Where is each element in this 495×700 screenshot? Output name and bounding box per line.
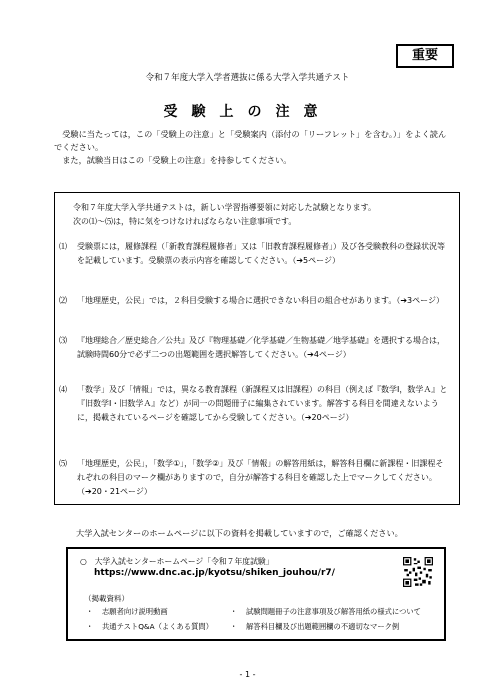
resource-item-mark-examples[interactable] [230, 622, 399, 632]
intro-paragraph-2: また，試験当日はこの「受験上の注意」を持参してください。 [62, 155, 292, 165]
website-url-link[interactable]: https://www.dnc.ac.jp/kyotsu/shiken_jouhou/r7/ [94, 568, 335, 578]
item-number: ⑵ [59, 296, 67, 305]
notice-item-1 [55, 240, 451, 282]
website-announcement: 大学入試センターのホームページに以下の資料を掲載していますので，ご確認ください。 [76, 528, 403, 538]
item-text: 「地理歴史，公民」，「数学①」，「数学②」及び「情報」の解答用紙は，解答科目欄に新課程・旧課程それぞれの科目のマーク欄がありますので，自分が解答する科目を確認した上でマークしてください。（➔20・21ページ） [77, 459, 444, 496]
resources-box [66, 547, 446, 641]
intro-paragraph-1: 受験に当たっては，この「受験上の注意」と「受験案内（添付の「リーフレット」を含む。）」をよく読んでください。 [54, 129, 447, 152]
item-number: ⑸ [59, 459, 67, 468]
resource-label: 解答科目欄及び出題範囲欄の不適切なマーク例 [246, 622, 400, 631]
resource-label: 試験問題冊子の注意事項及び解答用紙の様式について [246, 607, 421, 616]
notice-item-4 [55, 383, 451, 439]
resource-item-answer-sheet[interactable] [230, 607, 421, 617]
resource-item-video[interactable] [86, 607, 168, 617]
bullet: ・ [230, 622, 238, 631]
important-badge: 重要 [396, 44, 454, 68]
notice-item-3 [55, 334, 451, 376]
bullet: ・ [230, 607, 238, 616]
notice-item-5 [55, 457, 451, 499]
notice-lead-1: 令和７年度大学入学共通テストは，新しい学習指導要領に対応した試験となります。 [73, 203, 377, 212]
item-text: 「地理歴史，公民」では，２科目受験する場合に選択できない科目の組合せがあります。（➔3ページ） [77, 296, 444, 305]
notice-box [54, 192, 460, 505]
qr-code-icon [403, 557, 433, 587]
notice-lead [65, 201, 451, 228]
website-heading: ○ 大学入試センターホームページ「令和７年度試験」 [80, 557, 274, 566]
document-subtitle: 令和７年度大学入学者選抜に係る大学入学共通テスト [145, 73, 350, 83]
resource-item-faq[interactable] [86, 622, 213, 632]
item-text: 「数学」及び「情報」では，異なる教育課程（新課程又は旧課程）の科目（例えば『数学Ⅰ，数学Ａ』と『旧数学Ⅰ・旧数学Ａ』など）が同一の問題冊子に編集されています。解答する科目を間違えないように，掲載されているページを確認してから受験してください。（➔20ページ） [77, 385, 448, 422]
bullet: ・ [86, 607, 94, 616]
item-number: ⑴ [59, 242, 67, 251]
resource-label: 共通テストQ&A（よくある質問） [102, 622, 213, 631]
resource-label: 志願者向け説明動画 [102, 607, 168, 616]
item-number: ⑷ [59, 385, 67, 394]
item-text: 『地理総合／歴史総合／公共』及び『物理基礎／化学基礎／生物基礎／地学基礎』を選択する場合は，試験時間60分で必ず二つの出題範囲を選択解答してください。（➔4ページ） [77, 336, 445, 359]
notice-item-2 [55, 294, 451, 322]
materials-label: （掲載資料） [84, 594, 129, 603]
page-number: - 1 - [239, 670, 256, 679]
intro-section [54, 128, 454, 167]
item-text: 受験票には，履修課程（「新教育課程履修者」又は「旧教育課程履修者」）及び各受験教科の登録状況等を記載しています。受験票の表示内容を確認してください。（➔5ページ） [77, 242, 445, 265]
notice-lead-2: 次の⑴～⑸は，特に気をつけなければならない注意事項です。 [73, 216, 297, 226]
bullet: ・ [86, 622, 94, 631]
item-number: ⑶ [59, 336, 67, 345]
page-title: 受験上の注意 [163, 104, 332, 120]
